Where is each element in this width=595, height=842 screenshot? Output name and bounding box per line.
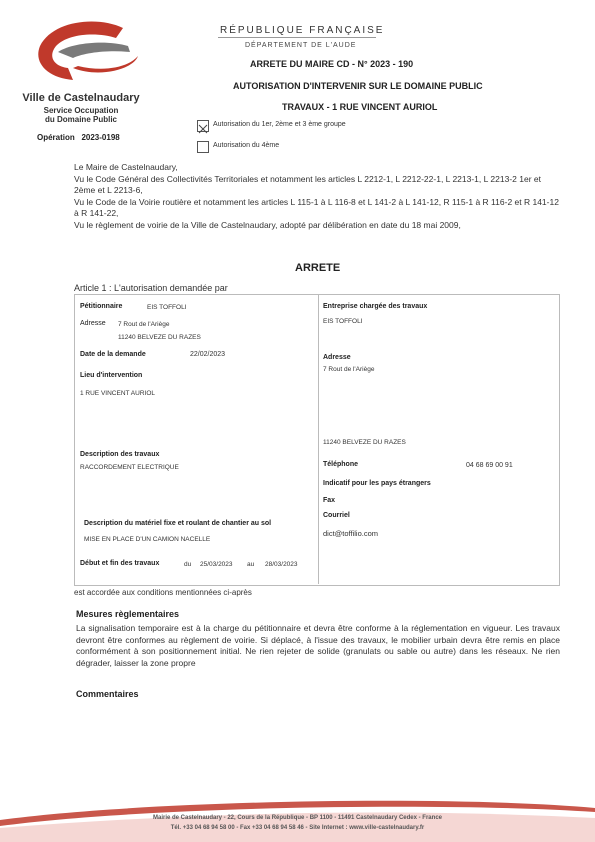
fax-label: Fax [323,497,336,504]
accorde-text: est accordée aux conditions mentionnées ci-après [74,588,252,597]
debut-value: 25/03/2023 [200,561,233,568]
materiel-label: Description du matériel fixe et roulant de chantier au sol [84,520,272,527]
service-line1: Service Occupation [43,106,119,115]
footer-phone-web: Tél. +33 04 68 94 58 00 - Fax +33 04 68 94 58 46 - Site Internet : www.ville-castelnaudary.fr [170,825,425,831]
debut-du: du [184,561,192,568]
checkbox-label-groupe-1-3: Autorisation du 1er, 2ème et 3 ème groupe [213,121,346,128]
departement-heading: DÉPARTEMENT DE L'AUDE [245,42,357,49]
date-demande-value: 22/02/2023 [190,351,226,358]
courriel-label: Courriel [323,512,350,519]
preamble-line: Vu le règlement de voirie de la Ville de Castelnaudary, adopté par délibération en date du 18 mai 2009, [74,219,461,230]
footer-address: Mairie de Castelnaudary - 22, Cours de la République - BP 1100 - 11491 Castelnaudary Cedex - France [152,815,442,821]
adresse-label: Adresse [80,320,106,327]
operation-number [37,133,120,142]
preamble-line: Vu le Code de la Voirie routière et notamment les articles L 115-1 à L 116-8 et L 141-2 à L 141-12, R 115-1 à R 116-2 et R 141-12 à R 141-22, [74,196,559,218]
mesures-heading: Mesures règlementaires [76,609,180,619]
debut-au: au [247,561,255,568]
entreprise-adresse-line1: 7 Rout de l'Ariège [323,366,375,373]
article-1: Article 1 : L'autorisation demandée par [74,283,228,293]
debut-fin-label: Début et fin des travaux [80,560,160,567]
entreprise-adresse-line2: 11240 BELVEZE DU RAZES [323,439,406,446]
arrete-heading: ARRETE [295,262,341,274]
city-name: Ville de Castelnaudary [22,92,140,104]
telephone-value: 04 68 69 00 91 [466,462,513,469]
preamble [74,162,564,231]
mesures-text: La signalisation temporaire est à la charge du pétitionnaire et devra être conforme à la réglementation en vigueur. Les travaux devront être conformes au règlement de voirie. Si déplacé, à l'issue des travaux, le mobilier urbain devra être remis en place conformément à son positionnement initial. Ne rien rejeter de solide (granulats ou sable ou autre) dans les réseaux. Ne rien dégrader, laisser la zone propre [76,623,560,668]
checkbox-groupe-1-3[interactable] [197,120,209,132]
arrete-number: ARRETE DU MAIRE CD - N° 2023 - 190 [250,59,414,69]
description-travaux-value: RACCORDEMENT ELECTRIQUE [80,464,179,471]
entreprise-label: Entreprise chargée des travaux [323,303,428,310]
entreprise-adresse-label: Adresse [323,354,351,361]
telephone-label: Téléphone [323,461,359,468]
service-name [22,106,140,124]
date-demande-label: Date de la demande [80,351,146,358]
indicatif-label: Indicatif pour les pays étrangers [323,480,431,487]
lieu-intervention-value: 1 RUE VINCENT AURIOL [80,390,156,397]
description-travaux-label: Description des travaux [80,451,160,458]
petitionnaire-value: EIS TOFFOLI [147,304,187,311]
petitionnaire-label: Pétitionnaire [80,303,123,310]
footer-contact [60,813,535,833]
check-mark-icon [198,124,208,134]
autorisation-title: AUTORISATION D'INTERVENIR SUR LE DOMAINE PUBLIC [233,81,483,91]
checkbox-groupe-4[interactable] [197,141,209,153]
service-line2: du Domaine Public [44,115,117,124]
commentaires-heading: Commentaires [76,689,139,699]
checkbox-label-groupe-4: Autorisation du 4ème [213,142,280,149]
republique-heading: RÉPUBLIQUE FRANÇAISE [220,25,385,36]
fin-value: 28/03/2023 [265,561,298,568]
materiel-value: MISE EN PLACE D'UN CAMION NACELLE [84,536,211,543]
travaux-title: TRAVAUX - 1 RUE VINCENT AURIOL [282,102,438,112]
adresse-line1: 7 Rout de l'Ariège [118,321,170,328]
preamble-line: Vu le Code Général des Collectivités Territoriales et notamment les articles L 2212-1, L 2212-22-1, L 2213-1, L 2213-2 1er et 2ème et L 2213-6, [74,173,541,195]
entreprise-value: EIS TOFFOLI [323,318,363,325]
operation-label: Opération [37,133,75,142]
city-logo [28,18,148,93]
preamble-line: Le Maire de Castelnaudary, [74,162,178,172]
lieu-intervention-label: Lieu d'intervention [80,372,143,379]
heading-rule [218,37,376,38]
courriel-value: dict@toffilio.com [323,529,378,538]
form-divider [318,294,319,584]
operation-value: 2023-0198 [81,133,120,142]
adresse-line2: 11240 BELVEZE DU RAZES [118,334,201,341]
